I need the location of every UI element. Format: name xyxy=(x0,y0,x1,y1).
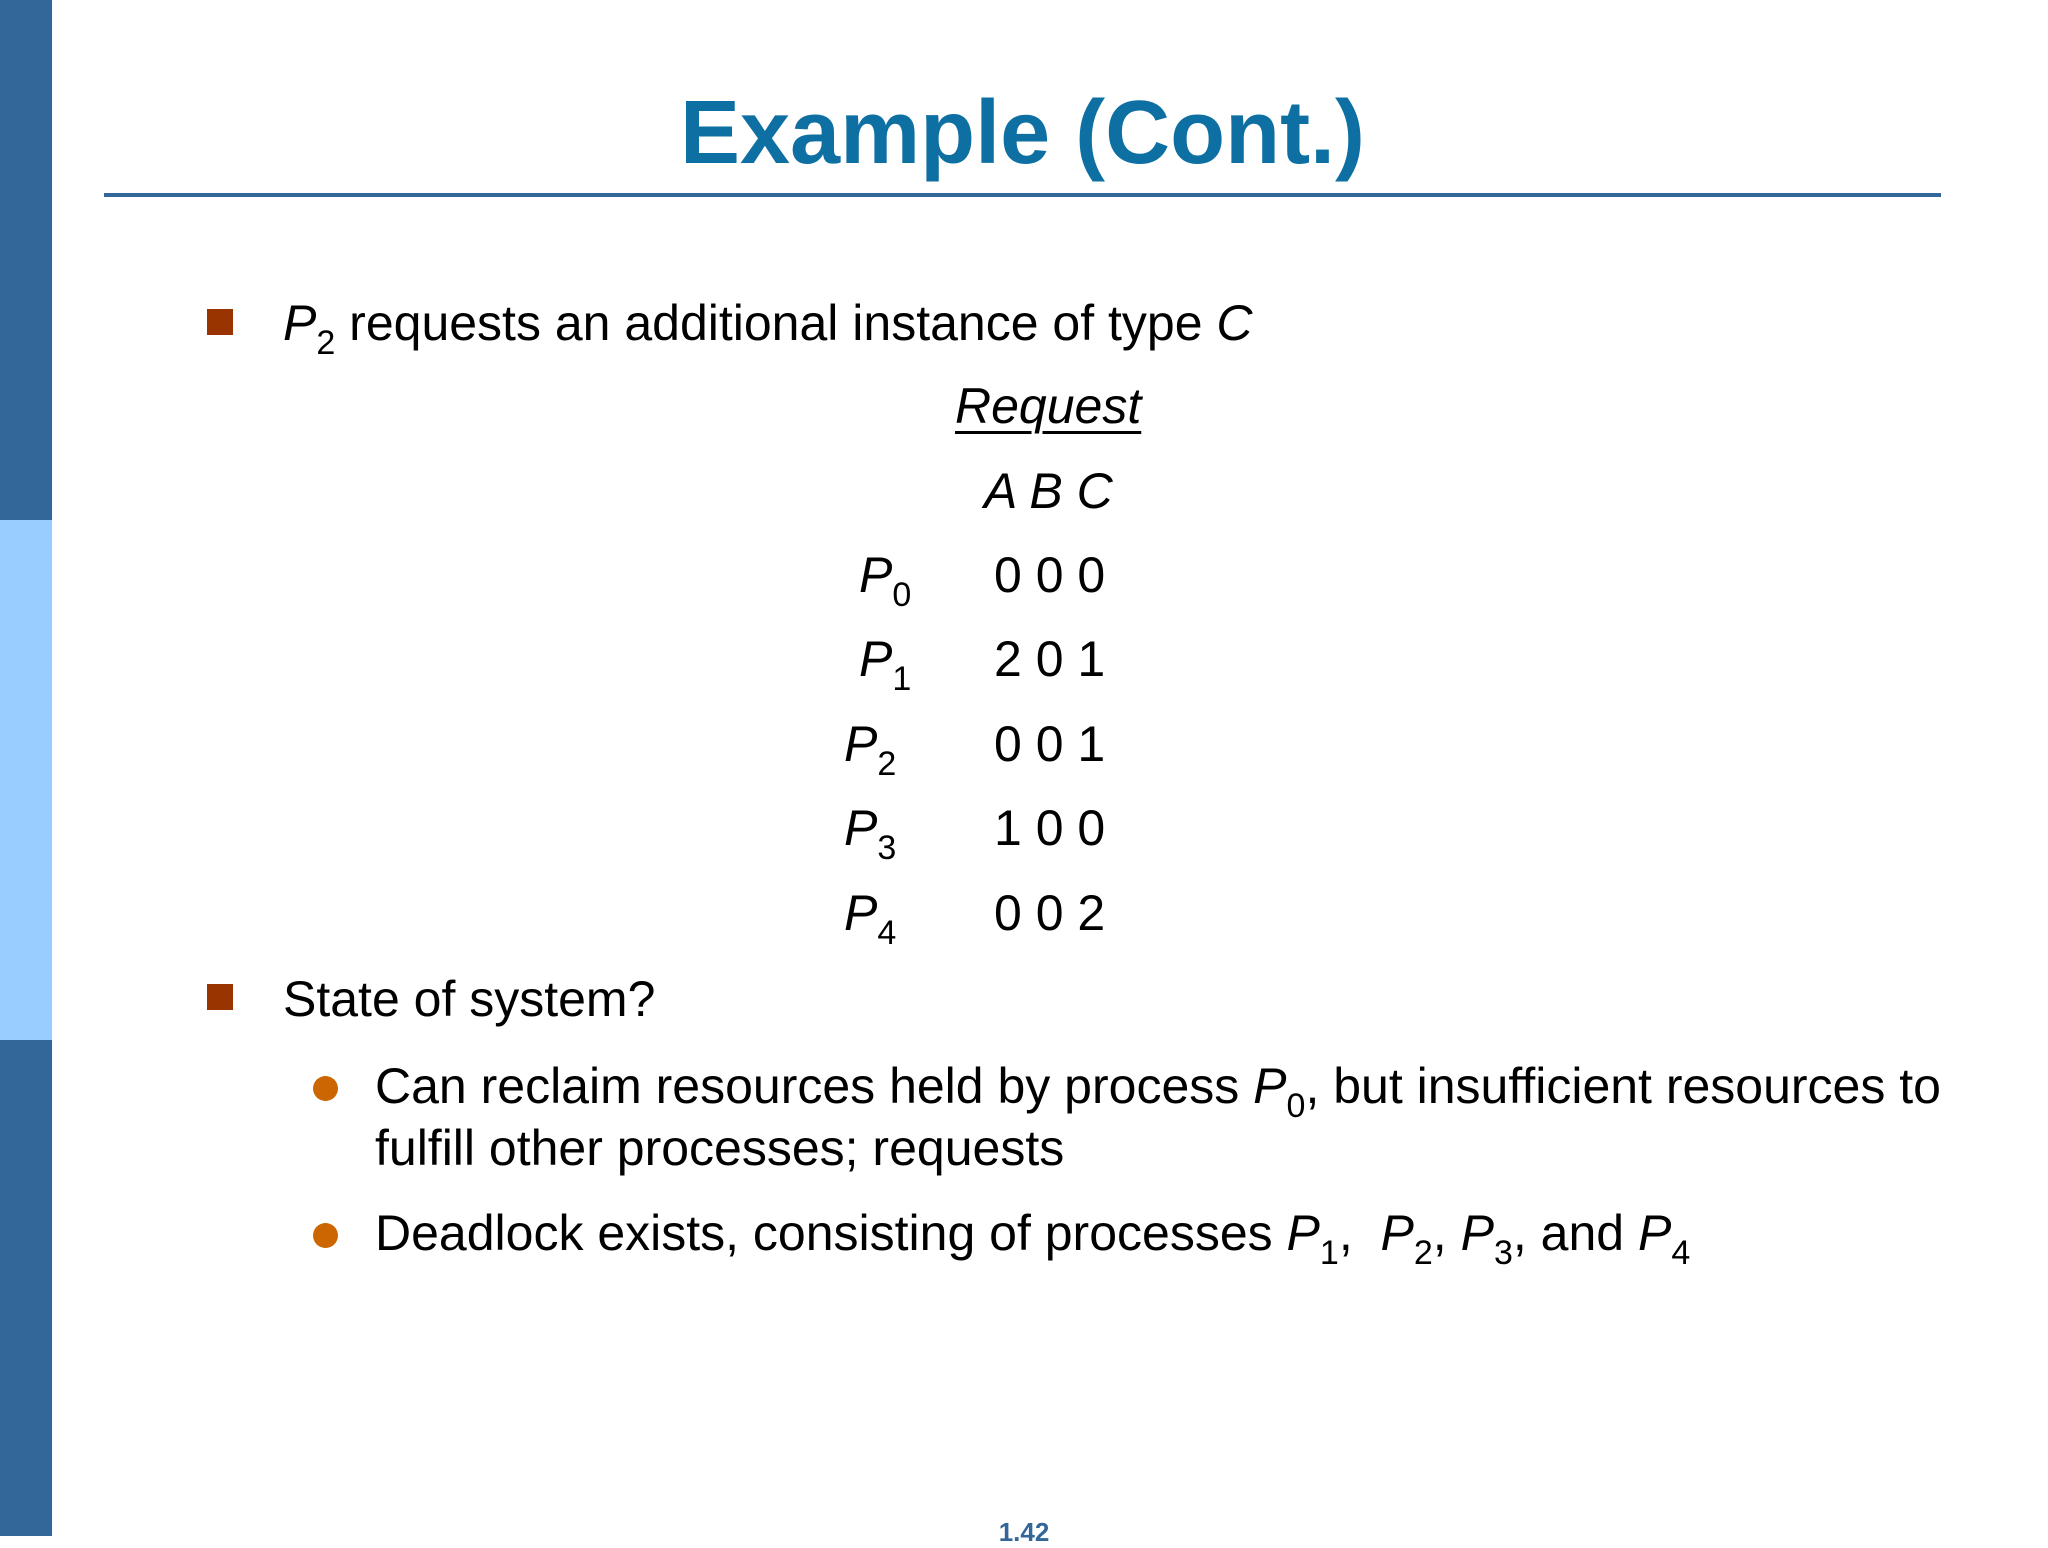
row-label-p3: $P_3$ xyxy=(844,800,897,867)
table-column-headers: A B C xyxy=(984,463,1113,519)
title-divider xyxy=(104,193,1941,197)
row-values-p3: 1 0 0 xyxy=(994,800,1106,856)
row-label-p0: $P_0$ xyxy=(859,547,912,614)
sub-bullet-deadlock: Deadlock exists, consisting of processes $P_1$, $P_2$, $P_3$, and $P_4$ xyxy=(375,1205,1691,1272)
row-label-p2: $P_2$ xyxy=(844,716,897,783)
sub-bullet-reclaim-line1: Can reclaim resources held by process $P_0$, but insufficient resources to xyxy=(375,1058,1941,1125)
sidebar-accent xyxy=(0,520,52,1040)
dot-bullet-icon xyxy=(313,1076,338,1101)
row-values-p4: 0 0 2 xyxy=(994,885,1106,941)
row-values-p1: 2 0 1 xyxy=(994,631,1106,687)
square-bullet-icon xyxy=(207,309,233,335)
row-values-p2: 0 0 1 xyxy=(994,716,1106,772)
resource-type: C xyxy=(1216,295,1253,351)
dot-bullet-icon xyxy=(313,1223,338,1248)
sub-bullet-reclaim-line2: fulfill other processes; requests xyxy=(375,1120,1065,1176)
page-number: 1.42 xyxy=(998,1517,1050,1547)
process-subscript: 2 xyxy=(316,324,336,362)
row-label-p1: $P_1$ xyxy=(859,631,912,698)
square-bullet-icon xyxy=(207,984,233,1010)
row-label-p4: $P_4$ xyxy=(844,885,897,952)
slide-title: Example (Cont.) xyxy=(679,83,1366,183)
bullet-body: requests an additional instance of type xyxy=(335,295,1217,351)
bullet-request-text xyxy=(283,292,1253,362)
process-label: P xyxy=(283,295,317,351)
row-values-p0: 0 0 0 xyxy=(994,547,1106,603)
table-header-request: Request xyxy=(955,378,1142,434)
bullet-state-text: State of system? xyxy=(283,971,656,1027)
